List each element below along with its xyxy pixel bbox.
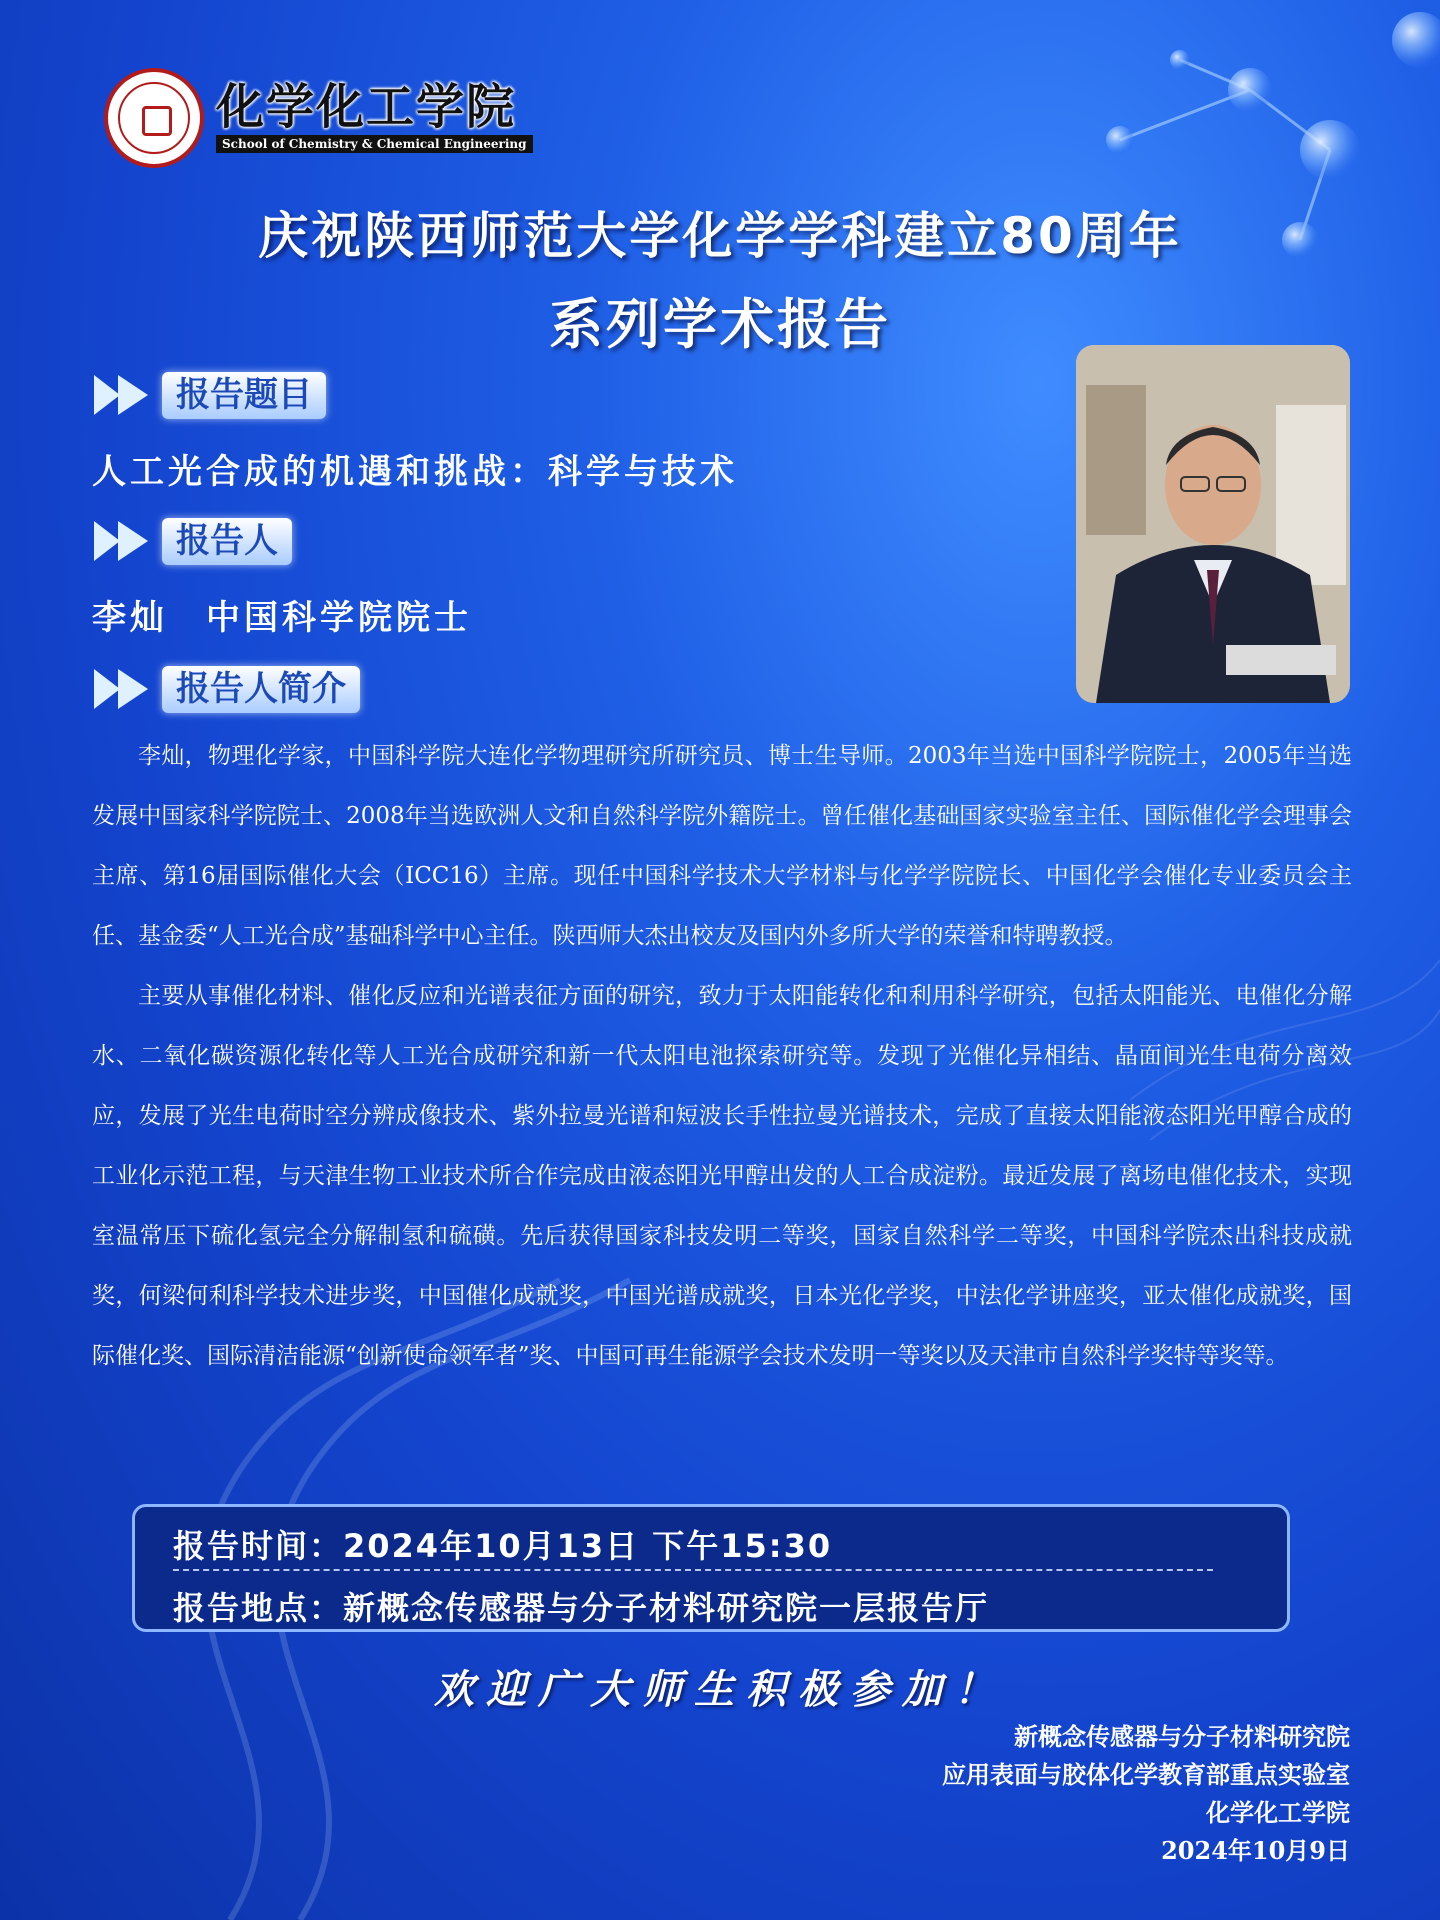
- organizer-2: 应用表面与胶体化学教育部重点实验室: [942, 1760, 1350, 1789]
- poster-title-line1: 庆祝陕西师范大学化学学科建立80周年: [258, 207, 1182, 265]
- double-arrow-icon: [94, 519, 152, 563]
- section-bio-label: 报告人简介: [162, 666, 360, 713]
- double-arrow-icon: [94, 373, 152, 417]
- section-topic-label: 报告题目: [162, 372, 326, 419]
- poster-title-line2: 系列学术报告: [549, 293, 891, 356]
- section-speaker-label: 报告人: [162, 518, 292, 565]
- section-topic-header: [94, 372, 326, 419]
- logo-chinese-name: 化学化工学院: [216, 79, 517, 135]
- issue-date: 2024年10月9日: [1161, 1836, 1350, 1865]
- seal-icon: [104, 68, 204, 168]
- welcome-message: 欢迎广大师生积极参加！: [434, 1666, 1006, 1713]
- section-speaker-header: [94, 518, 292, 565]
- logo-english-name: School of Chemistry & Chemical Engineering: [216, 135, 533, 153]
- bio-paragraph-1: 李灿，物理化学家，中国科学院大连化学物理研究所研究员、博士生导师。2003年当选中国科学院院士，2005年当选发展中国家科学院院士、2008年当选欧洲人文和自然科学院外籍院士。曾任催化基础国家实验室主任、国际催化学会理事会主席、第16届国际催化大会（ICC16）主席。现任中国科学技术大学材料与化学学院院长、中国化学会催化专业委员会主任、基金委“人工光合成”基础科学中心主任。陕西师大杰出校友及国内外多所大学的荣誉和特聘教授。: [92, 743, 1352, 949]
- speaker-bio: [92, 726, 1352, 1386]
- organizer-1: 新概念传感器与分子材料研究院: [1014, 1722, 1350, 1751]
- bio-paragraph-2: 主要从事催化材料、催化反应和光谱表征方面的研究，致力于太阳能转化和利用科学研究，包括太阳能光、电催化分解水、二氧化碳资源化转化等人工光合成研究和新一代太阳电池探索研究等。发现了光催化异相结、晶面间光生电荷分离效应，发展了光生电荷时空分辨成像技术、紫外拉曼光谱和短波长手性拉曼光谱技术，完成了直接太阳能液态阳光甲醇合成的工业化示范工程，与天津生物工业技术所合作完成由液态阳光甲醇出发的人工合成淀粉。最近发展了离场电催化技术，实现室温常压下硫化氢完全分解制氢和硫磺。先后获得国家科技发明二等奖，国家自然科学二等奖，中国科学院杰出科技成就奖，何梁何利科学技术进步奖，中国催化成就奖，中国光谱成就奖，日本光化学奖，中法化学讲座奖，亚太催化成就奖，国际催化奖、国际清洁能源“创新使命领军者”奖、中国可再生能源学会技术发明一等奖以及天津市自然科学奖特等奖等。: [92, 983, 1352, 1369]
- report-time: 报告时间：2024年10月13日 下午15:30: [173, 1527, 833, 1565]
- organizer-3: 化学化工学院: [1206, 1798, 1350, 1827]
- school-logo: [104, 68, 533, 168]
- speaker-photo: [1076, 345, 1350, 703]
- report-topic: 人工光合成的机遇和挑战：科学与技术: [92, 452, 738, 492]
- double-arrow-icon: [94, 667, 152, 711]
- divider: [173, 1569, 1213, 1571]
- time-location-box: [132, 1504, 1290, 1632]
- speaker-name-title: 李灿 中国科学院院士: [92, 598, 472, 638]
- section-bio-header: [94, 666, 360, 713]
- organizers: [942, 1718, 1350, 1870]
- report-location: 报告地点：新概念传感器与分子材料研究院一层报告厅: [173, 1589, 990, 1627]
